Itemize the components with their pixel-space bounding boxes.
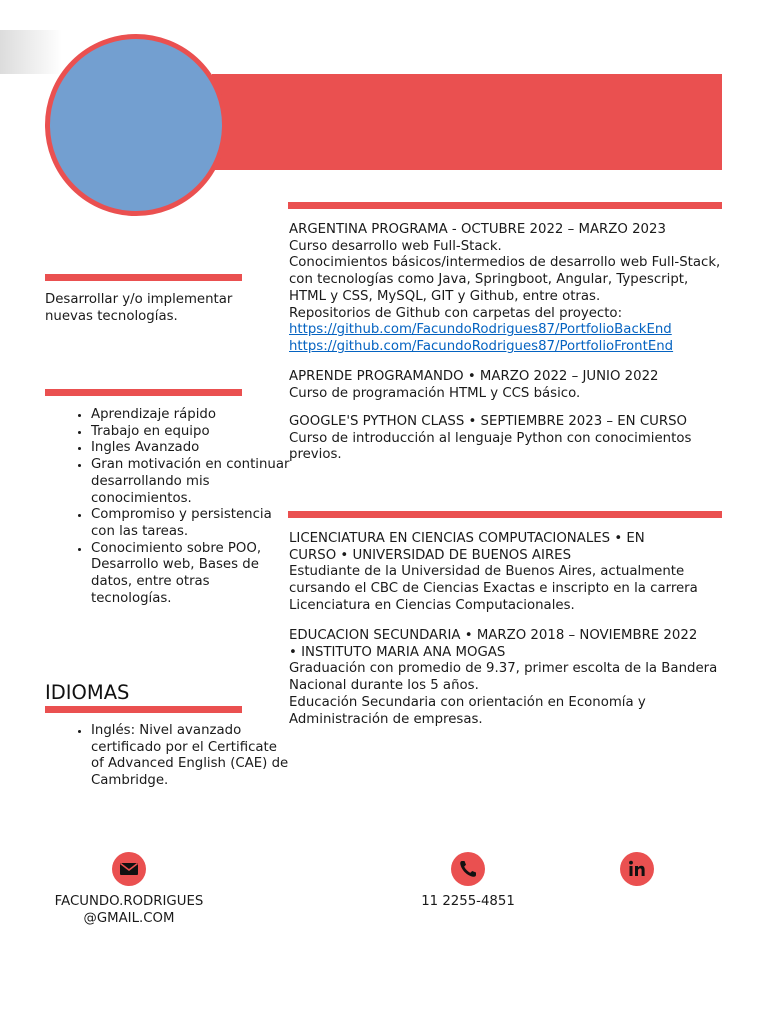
- language-item: • Inglés: Nivel avanzado certificado por el Certificate of Advanced English (CAE) de Cambridge.: [91, 723, 291, 790]
- education-line: Graduación con promedio de 9.37, primer escolta de la Bandera Nacional durante los 5 años.: [289, 661, 718, 694]
- experience-line: Curso de introducción al lenguaje Python con conocimientos previos.: [289, 430, 692, 463]
- education-title: EDUCACION SECUNDARIA • MARZO 2018 – NOVIEMBRE 2022 • INSTITUTO MARIA ANA MOGAS: [289, 628, 698, 660]
- experience-title: ARGENTINA PROGRAMA - OCTUBRE 2022 – MARZO 2023: [289, 222, 666, 237]
- skill-item: • Gran motivación en continuar desarrollando mis conocimientos.: [91, 457, 291, 507]
- experience-item: [289, 369, 721, 402]
- header-banner: [212, 74, 722, 170]
- languages-rule: [45, 706, 242, 713]
- objective-rule: [45, 274, 242, 281]
- experience-item: [289, 414, 721, 464]
- experience-rule: [288, 202, 722, 209]
- education-item: [289, 628, 721, 728]
- skills-list: [45, 407, 291, 607]
- profile-photo-placeholder: [45, 34, 227, 216]
- education-line: Educación Secundaria con orientación en Economía y Administración de empresas.: [289, 694, 646, 727]
- contact-phone: 11 2255-4851: [421, 894, 515, 909]
- phone-icon: [451, 852, 485, 886]
- experience-line: Curso de programación HTML y CCS básico.: [289, 385, 581, 401]
- experience-line: Curso desarrollo web Full-Stack.: [289, 238, 502, 254]
- experience-line: Repositorios de Github con carpetas del proyecto:: [289, 305, 623, 321]
- languages-heading: IDIOMAS: [45, 681, 130, 704]
- education-line: Estudiante de la Universidad de Buenos Aires, actualmente cursando el CBC de Ciencias Exactas e inscripto en la carrera Licenciatura en Ciencias Computacionales.: [289, 564, 698, 613]
- github-frontend-link[interactable]: https://github.com/FacundoRodrigues87/PortfolioFrontEnd: [289, 338, 674, 354]
- skills-rule: [45, 389, 242, 396]
- experience-title: GOOGLE'S PYTHON CLASS • SEPTIEMBRE 2023 – EN CURSO: [289, 414, 687, 429]
- contact-email[interactable]: FACUNDO.RODRIGUES@GMAIL.COM: [54, 894, 204, 926]
- education-item: [289, 531, 721, 615]
- github-backend-link[interactable]: https://github.com/FacundoRodrigues87/PortfolioBackEnd: [289, 322, 672, 338]
- skill-item: • Trabajo en equipo: [91, 424, 291, 441]
- skill-item: • Conocimiento sobre POO, Desarrollo web, Bases de datos, entre otras tecnologías.: [91, 541, 291, 608]
- header-shading: [0, 30, 62, 74]
- skill-item: • Compromiso y persistencia con las tareas.: [91, 507, 291, 540]
- experience-title: APRENDE PROGRAMANDO • MARZO 2022 – JUNIO 2022: [289, 369, 659, 384]
- skill-item: • Ingles Avanzado: [91, 440, 291, 457]
- experience-line: Conocimientos básicos/intermedios de desarrollo web Full-Stack, con tecnologías como Java, Springboot, Angular, Typescript, HTML y CSS, MySQL, GIT y Github, entre otras.: [289, 255, 721, 304]
- education-rule: [288, 511, 722, 518]
- education-title: LICENCIATURA EN CIENCIAS COMPUTACIONALES • EN CURSO • UNIVERSIDAD DE BUENOS AIRES: [289, 531, 645, 563]
- experience-item: [289, 222, 721, 356]
- languages-list: [45, 723, 291, 790]
- email-icon: [112, 852, 146, 886]
- objective-text: Desarrollar y/o implementar nuevas tecnologías.: [45, 292, 233, 324]
- skill-item: • Aprendizaje rápido: [91, 407, 291, 424]
- linkedin-icon[interactable]: [620, 852, 654, 886]
